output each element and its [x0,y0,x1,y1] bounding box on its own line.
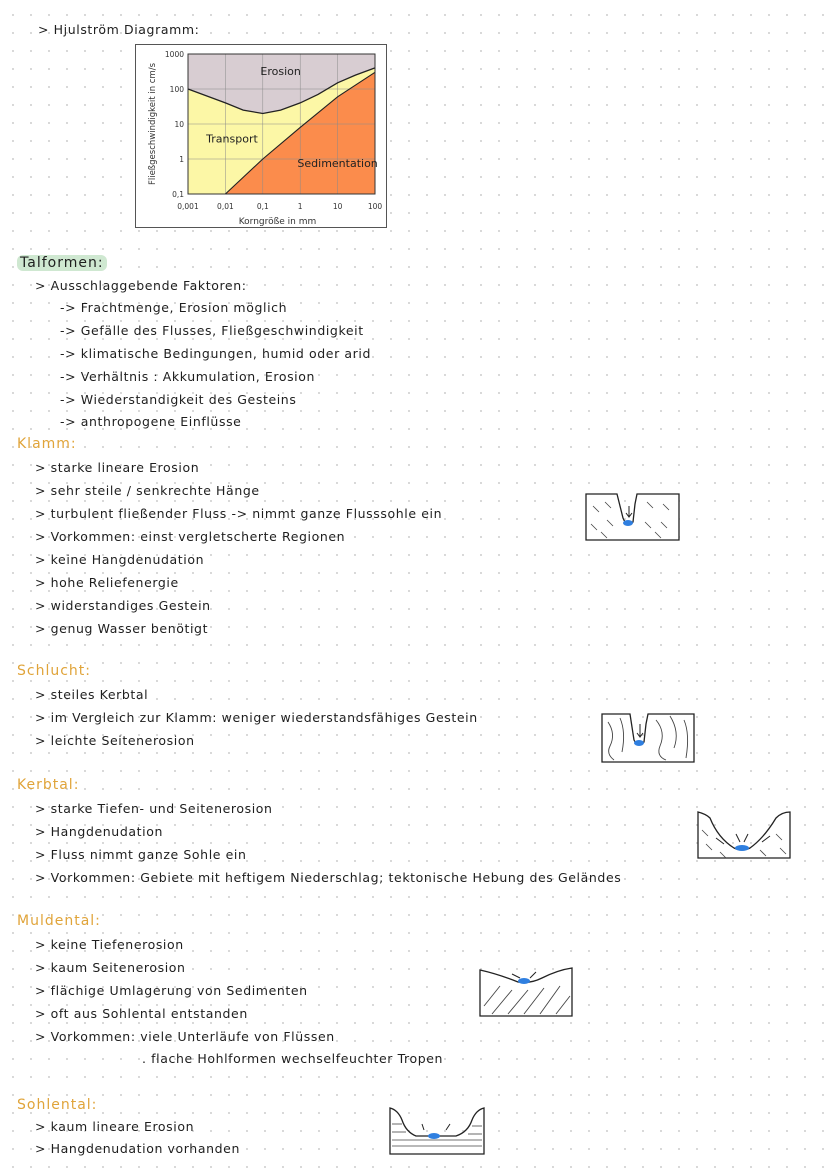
x-tick-label: 100 [367,202,383,211]
region-label-erosion: Erosion [260,65,301,79]
list-item: > starke Tiefen- und Seitenerosion [35,801,273,816]
list-item: . flache Hohlformen wechselfeuchter Tropen [142,1051,444,1066]
list-item: > oft aus Sohlental entstanden [35,1006,248,1021]
list-item: -> Wiederstandigkeit des Gesteins [60,392,297,407]
y-tick-label: 1000 [164,50,184,59]
list-item: > sehr steile / senkrechte Hänge [35,483,260,498]
intro-line: > Hjulström Diagramm: [38,22,200,37]
talformen-subheading: > Ausschlaggebende Faktoren: [35,278,247,293]
list-item: -> Gefälle des Flusses, Fließgeschwindigkeit [60,323,364,338]
list-item: > Vorkommen: einst vergletscherte Regionen [35,529,346,544]
list-item: > leichte Seitenerosion [35,733,195,748]
x-tick-label: 0,001 [177,202,199,211]
sohlental-sketch [388,1104,486,1160]
x-tick-label: 10 [332,202,343,211]
list-item: > kaum Seitenerosion [35,960,186,975]
y-tick-label: 0,1 [172,190,184,199]
x-tick-label: 1 [297,202,303,211]
talformen-heading: Talformen: [17,255,107,271]
list-item: > turbulent fließender Fluss -> nimmt ganze Flusssohle ein [35,506,443,521]
klamm-heading: Klamm: [17,436,77,452]
list-item: -> Frachtmenge, Erosion möglich [60,300,288,315]
list-item: > keine Hangdenudation [35,552,205,567]
list-item: > kaum lineare Erosion [35,1119,195,1134]
y-tick-label: 10 [174,120,184,129]
x-axis-label: Korngröße in mm [238,217,317,227]
list-item: > keine Tiefenerosion [35,937,184,952]
list-item: > hohe Reliefenergie [35,575,179,590]
x-tick-label: 0,01 [217,202,234,211]
klamm-sketch [585,492,681,546]
list-item: > flächige Umlagerung von Sedimenten [35,983,308,998]
y-tick-label: 100 [169,85,184,94]
y-axis-label: Fließgeschwindigkeit in cm/s [148,62,158,186]
list-item: > genug Wasser benötigt [35,621,209,636]
x-tick-label: 0,1 [256,202,269,211]
region-label-sedimentation: Sedimentation [297,156,378,170]
list-item: > widerstandiges Gestein [35,598,211,613]
list-item: > Fluss nimmt ganze Sohle ein [35,847,247,862]
muldental-heading: Muldental: [17,913,101,929]
muldental-sketch [478,966,574,1022]
kerbtal-heading: Kerbtal: [17,777,80,793]
list-item: > Vorkommen: Gebiete mit heftigem Niederschlag; tektonische Hebung des Geländes [35,870,622,885]
schlucht-heading: Schlucht: [17,663,91,679]
list-item: > Vorkommen: viele Unterläufe von Flüssen [35,1029,335,1044]
sohlental-heading: Sohlental: [17,1097,98,1113]
list-item: -> anthropogene Einflüsse [60,414,242,429]
list-item: > steiles Kerbtal [35,687,149,702]
list-item: -> Verhältnis : Akkumulation, Erosion [60,369,316,384]
y-tick-label: 1 [179,155,184,164]
schlucht-sketch [600,712,696,768]
list-item: > im Vergleich zur Klamm: weniger wiederstandsfähiges Gestein [35,710,478,725]
list-item: -> klimatische Bedingungen, humid oder arid [60,346,371,361]
list-item: > starke lineare Erosion [35,460,200,475]
list-item: > Hangdenudation vorhanden [35,1141,240,1156]
hjulstroem-chart [135,44,387,232]
kerbtal-sketch [696,808,792,864]
list-item: > Hangdenudation [35,824,163,839]
region-label-transport: Transport [206,132,258,146]
